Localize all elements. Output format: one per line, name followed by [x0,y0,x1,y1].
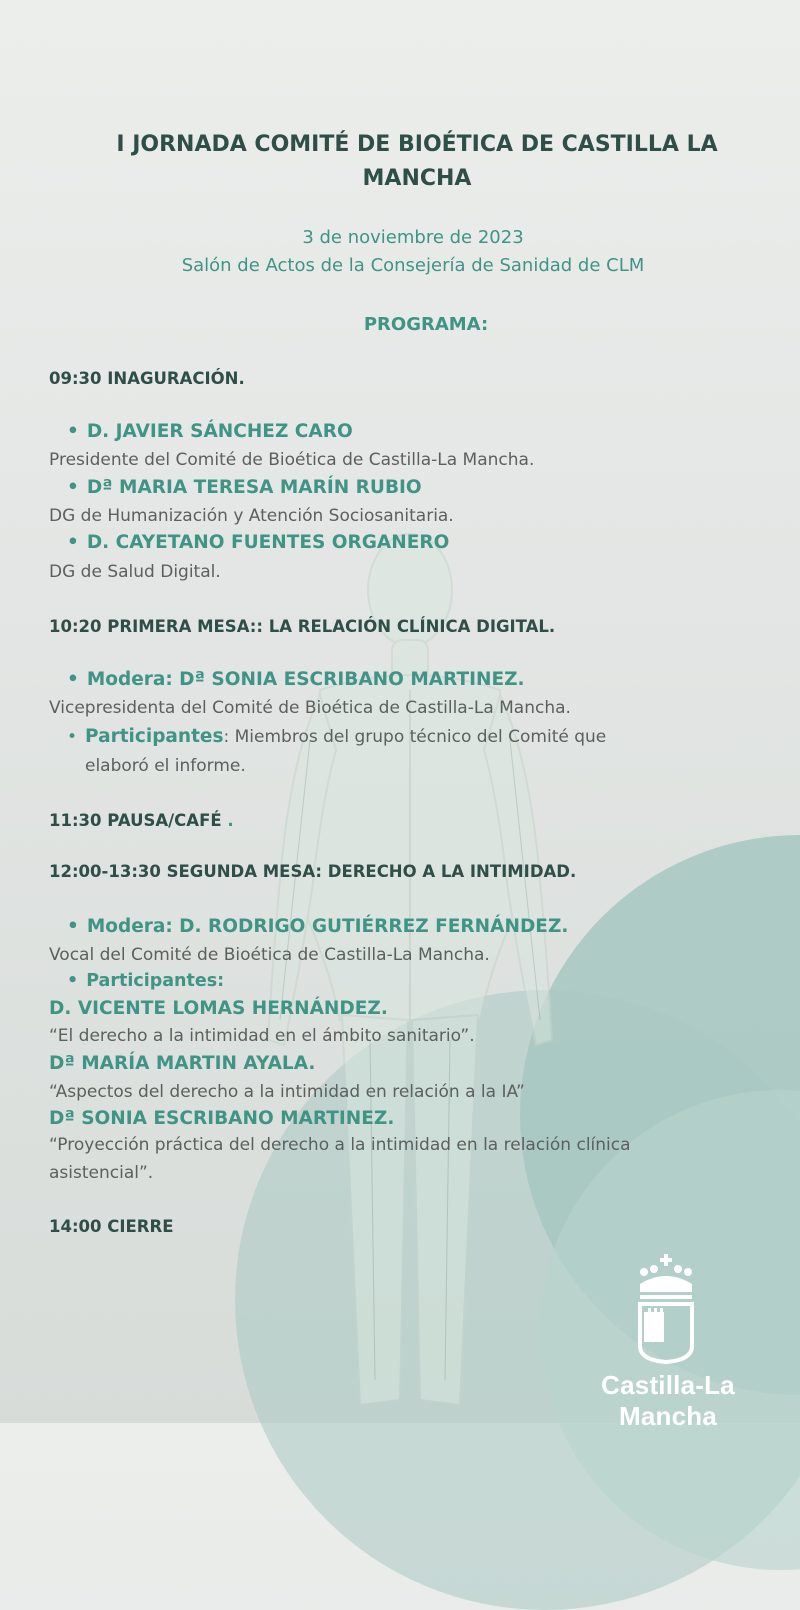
participants-line [67,722,707,781]
speaker-role: DG de Humanización y Atención Sociosanitaria. [49,506,454,526]
session-first-table-heading: 10:20 PRIMERA MESA:: LA RELACIÓN CLÍNICA DIGITAL. [49,617,556,636]
participants-text: : Miembros del grupo técnico del Comité que [223,727,607,747]
participant-name: Dª MARÍA MARTIN AYALA. [49,1053,316,1074]
participant-name: D. VICENTE LOMAS HERNÁNDEZ. [49,998,388,1019]
event-title: I JORNADA COMITÉ DE BIOÉTICA DE CASTILLA LA MANCHA [116,132,718,191]
participant-talk: “Aspectos del derecho a la intimidad en relación a la IA” [49,1082,525,1102]
moderator-name: • Modera: D. RODRIGO GUTIÉRREZ FERNÁNDEZ. [67,916,568,937]
participants-label: • Participantes: [67,971,224,991]
event-venue: Salón de Actos de la Consejería de Sanidad de CLM [181,255,645,276]
closing-heading: 14:00 CIERRE [49,1217,174,1236]
participant-talk: “El derecho a la intimidad en el ámbito sanitario”. [49,1026,475,1046]
pause-text: 11:30 PAUSA/CAFÉ [49,811,222,830]
participant-name: Dª SONIA ESCRIBANO MARTINEZ. [49,1108,395,1129]
participants-label: Participantes [85,726,224,747]
event-date: 3 de noviembre de 2023 [302,227,524,248]
session-second-table-heading: 12:00-13:30 SEGUNDA MESA: DERECHO A LA INTIMIDAD. [49,862,577,881]
pause-heading [49,811,234,830]
moderator-name: • Modera: Dª SONIA ESCRIBANO MARTINEZ. [67,669,525,690]
moderator-role: Vocal del Comité de Bioética de Castilla-La Mancha. [49,945,490,965]
participants-text-continued: elaboró el informe. [85,756,246,776]
pause-dot: . [227,811,234,830]
participant-talk-continued: asistencial”. [49,1163,154,1183]
participant-talk: “Proyección práctica del derecho a la intimidad en la relación clínica [49,1135,631,1155]
speaker-name: • D. CAYETANO FUENTES ORGANERO [67,532,449,553]
speaker-role: DG de Salud Digital. [49,562,221,582]
session-inauguration-heading: 09:30 INAGURACIÓN. [49,369,245,388]
speaker-name: • D. JAVIER SÁNCHEZ CARO [67,421,353,442]
moderator-role: Vicepresidenta del Comité de Bioética de Castilla-La Mancha. [49,698,571,718]
speaker-name: • Dª MARIA TERESA MARÍN RUBIO [67,477,422,498]
speaker-role: Presidente del Comité de Bioética de Castilla-La Mancha. [49,450,535,470]
program-heading: PROGRAMA: [363,314,489,335]
logo-text: Castilla-La Mancha [601,1370,735,1431]
bullet: • [67,727,78,747]
